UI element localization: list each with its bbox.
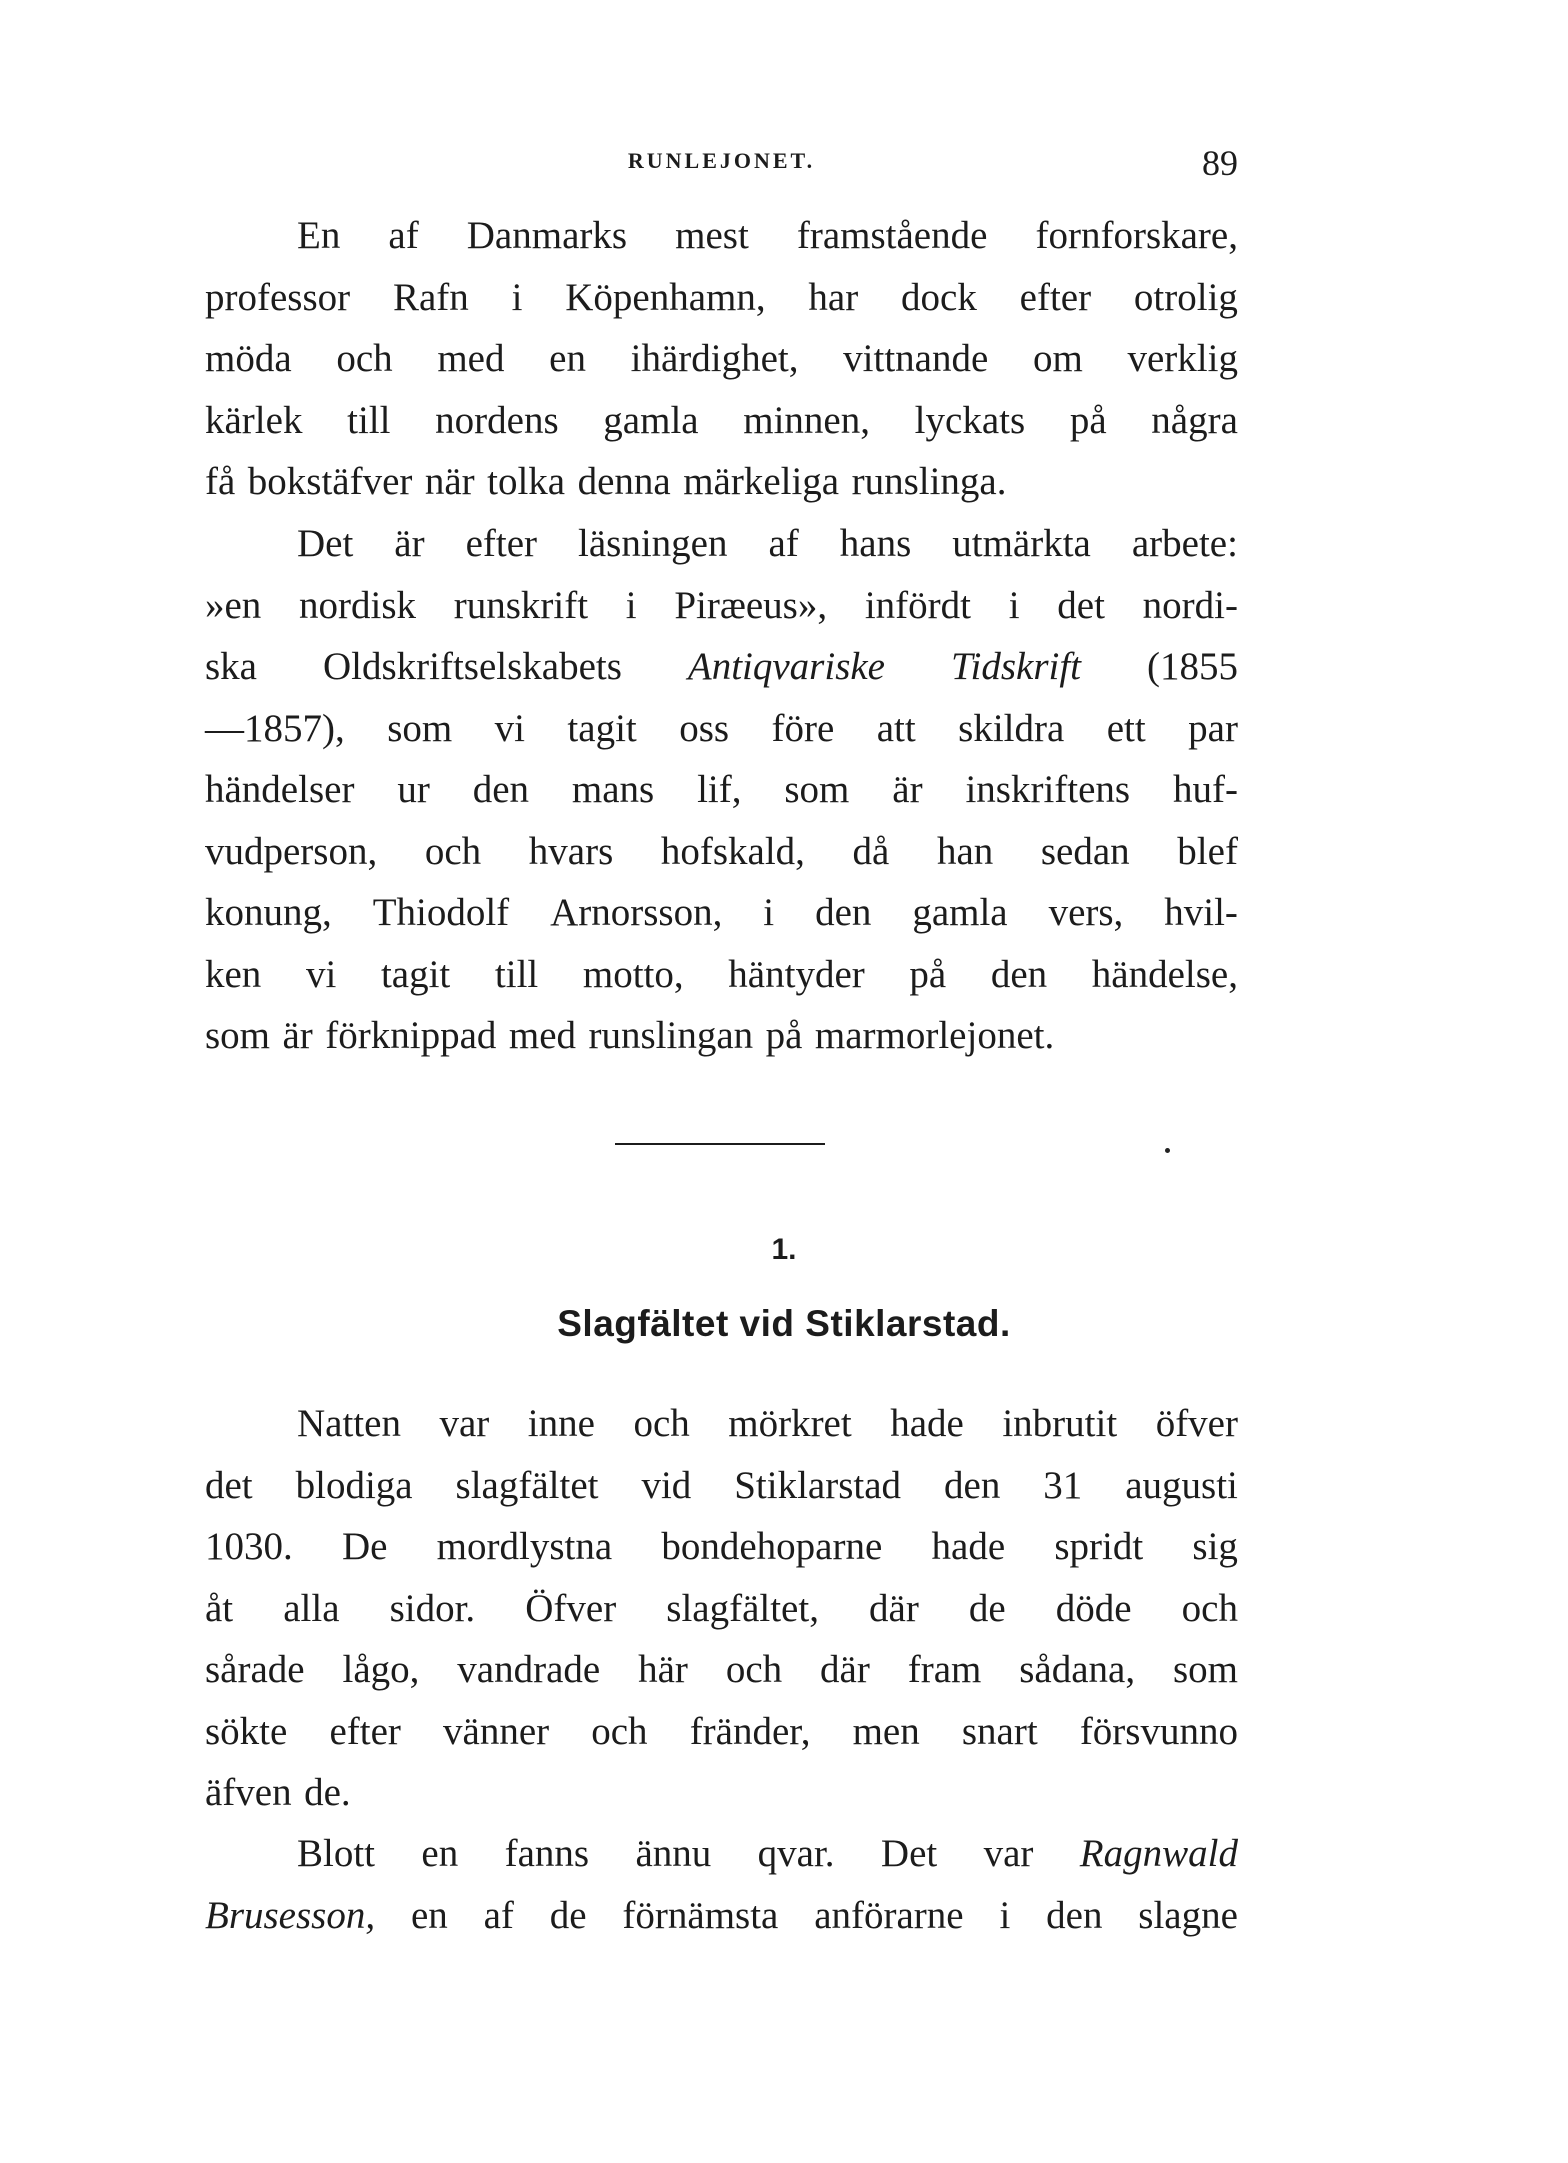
word: då <box>852 829 890 873</box>
word: inbrutit <box>1002 1402 1118 1445</box>
word: vi <box>494 706 525 750</box>
word: och <box>336 337 393 380</box>
word: hvars <box>528 829 614 873</box>
word: som <box>784 768 850 811</box>
word: sökte <box>205 1709 288 1753</box>
word: märkeliga <box>683 460 840 503</box>
text-line <box>205 882 1238 944</box>
text-line <box>205 328 1238 390</box>
word: som <box>1172 1648 1238 1691</box>
word: att <box>876 706 916 750</box>
text-line <box>205 267 1238 329</box>
word: skildra <box>958 706 1065 750</box>
word: nordens <box>435 398 559 442</box>
section-title: Slagfältet vid Stiklarstad. <box>557 1303 1011 1344</box>
word: förknippad <box>325 1014 497 1057</box>
word: i <box>1008 583 1020 627</box>
word: ännu <box>635 1832 712 1875</box>
paragraph-1 <box>205 205 1238 513</box>
text-line <box>205 698 1238 760</box>
word: när <box>424 460 475 503</box>
word: Piræeus», <box>674 583 828 627</box>
section-divider <box>615 1143 825 1145</box>
word: Köpenhamn, <box>565 275 766 319</box>
word: där <box>869 1586 919 1630</box>
word: den <box>815 891 872 934</box>
word: tagit <box>380 952 451 996</box>
paragraph-4 <box>205 1823 1238 1946</box>
word: förnämsta <box>622 1893 779 1937</box>
word: dock <box>901 275 977 319</box>
word: Arnorsson, <box>550 891 723 934</box>
word: en <box>549 337 586 380</box>
word: döde <box>1055 1586 1132 1630</box>
word: vandrade <box>457 1648 601 1691</box>
word: en <box>421 1832 459 1875</box>
word: verklig <box>1127 337 1238 380</box>
word: och <box>591 1709 648 1753</box>
word: Danmarks <box>466 214 628 257</box>
word: var <box>983 1832 1034 1875</box>
word: runslingan <box>588 1014 754 1057</box>
word: men <box>852 1709 920 1753</box>
word: åt <box>205 1586 234 1630</box>
word: några <box>1151 398 1238 442</box>
text-line <box>205 513 1238 575</box>
word: denna <box>577 460 671 503</box>
text-line <box>205 821 1238 883</box>
word: på <box>765 1014 803 1057</box>
word: mest <box>675 214 749 257</box>
word: mörkret <box>728 1402 852 1445</box>
word: och <box>633 1402 690 1445</box>
word: professor <box>205 275 351 319</box>
word: minnen, <box>743 398 870 442</box>
word: före <box>771 706 835 750</box>
word: den <box>990 952 1048 996</box>
word: kärlek <box>205 398 303 442</box>
word: runskrift <box>453 583 589 627</box>
word: mans <box>571 768 655 811</box>
word: hofskald, <box>660 829 805 873</box>
word: på <box>909 952 947 996</box>
word: få <box>205 460 236 503</box>
word: par <box>1188 706 1238 750</box>
text-line <box>205 1762 1238 1824</box>
word: Ragnwald <box>1079 1832 1238 1875</box>
page-number: 89 <box>1202 143 1238 183</box>
word: (1855 <box>1146 645 1238 688</box>
word: till <box>494 952 539 996</box>
word: den <box>1046 1893 1103 1937</box>
text-line <box>205 1516 1238 1578</box>
word: händelse, <box>1091 952 1238 996</box>
word: anförarne <box>814 1893 964 1937</box>
word: lågo, <box>342 1648 420 1691</box>
text-line <box>205 1578 1238 1640</box>
word: en <box>410 1893 448 1937</box>
word: ihärdighet, <box>630 337 799 380</box>
word: ett <box>1106 706 1146 750</box>
word: sedan <box>1040 829 1130 873</box>
word: i <box>625 583 637 627</box>
word: lif, <box>697 768 742 811</box>
word: nordisk <box>299 583 417 627</box>
word: har <box>808 275 859 319</box>
word: äfven <box>205 1771 292 1814</box>
word: oss <box>679 706 730 750</box>
word: vid <box>641 1463 692 1507</box>
word: han <box>936 829 994 873</box>
text-line <box>205 1005 1238 1067</box>
word: Det <box>297 522 354 565</box>
word: otrolig <box>1133 275 1238 319</box>
word: runslinga. <box>851 460 1007 503</box>
word: alla <box>283 1586 340 1630</box>
word: försvunno <box>1079 1709 1238 1753</box>
word: om <box>1032 337 1083 380</box>
word: ken <box>205 952 262 996</box>
word: bokstäfver <box>247 460 413 503</box>
word: »en <box>205 583 262 627</box>
text-line <box>205 390 1238 452</box>
word: framstående <box>796 214 988 257</box>
word: blef <box>1177 829 1238 873</box>
word: slagfältet <box>455 1463 599 1507</box>
word: med <box>508 1014 577 1057</box>
word: 1030. <box>205 1525 293 1568</box>
running-head <box>205 142 1238 182</box>
print-speck <box>1165 1148 1170 1153</box>
word: vänner <box>443 1709 550 1753</box>
word: hvil- <box>1164 891 1238 934</box>
word: är <box>282 1014 313 1057</box>
word: mordlystna <box>436 1525 613 1568</box>
word: fram <box>907 1648 982 1691</box>
word: var <box>439 1402 490 1445</box>
text-line <box>205 1823 1238 1885</box>
running-title: RUNLEJONET. <box>627 148 816 173</box>
word: Det <box>880 1832 938 1875</box>
word: fanns <box>504 1832 590 1875</box>
word: vittnande <box>843 337 989 380</box>
word: inne <box>527 1402 595 1445</box>
word: Brusesson, <box>205 1893 376 1937</box>
word: huf- <box>1172 768 1238 811</box>
word: vudperson, <box>205 829 378 873</box>
word: af <box>768 522 799 565</box>
word: sig <box>1192 1525 1238 1568</box>
text-line <box>205 1393 1238 1455</box>
word: det <box>1057 583 1105 627</box>
text-line <box>205 636 1238 698</box>
text-line <box>205 944 1238 1006</box>
text-line <box>205 759 1238 821</box>
word: En <box>297 214 341 257</box>
word: i <box>763 891 775 934</box>
word: Antiqvariske <box>687 645 885 688</box>
word: den <box>472 768 529 811</box>
word: snart <box>961 1709 1038 1753</box>
word: konung, <box>205 891 332 934</box>
word: 31 <box>1043 1463 1083 1507</box>
text-line <box>205 1885 1238 1947</box>
word: de <box>968 1586 1006 1630</box>
word: vers, <box>1048 891 1124 934</box>
word: utmärkta <box>952 522 1091 565</box>
word: vi <box>305 952 337 996</box>
word: bondehoparne <box>661 1525 883 1568</box>
word: de <box>549 1893 587 1937</box>
word: de. <box>304 1771 351 1814</box>
word: marmorlejonet. <box>814 1014 1055 1057</box>
text-line <box>205 451 1238 513</box>
word: och <box>1181 1586 1238 1630</box>
word: —1857), <box>205 706 345 750</box>
word: gamla <box>912 891 1008 934</box>
paragraph-2 <box>205 513 1238 1067</box>
word: sårade <box>205 1648 305 1691</box>
word: är <box>892 768 923 811</box>
word: Tidskrift <box>950 645 1081 688</box>
text-line <box>205 1455 1238 1517</box>
word: af <box>388 214 419 257</box>
word: fränder, <box>689 1709 811 1753</box>
text-line <box>205 1639 1238 1701</box>
word: Rafn <box>392 275 469 319</box>
word: Stiklarstad <box>734 1463 902 1507</box>
word: händelser <box>205 768 355 811</box>
word: där <box>820 1648 870 1691</box>
word: gamla <box>603 398 699 442</box>
word: arbete: <box>1131 522 1238 565</box>
word: Öfver <box>525 1586 617 1630</box>
word: häntyder <box>728 952 865 996</box>
word: tagit <box>567 706 637 750</box>
word: som <box>205 1014 271 1057</box>
word: hade <box>890 1402 964 1445</box>
word: qvar. <box>757 1832 835 1875</box>
text-line <box>205 205 1238 267</box>
paragraph-3 <box>205 1393 1238 1824</box>
text-line <box>205 575 1238 637</box>
word: efter <box>465 522 538 565</box>
word: Thiodolf <box>372 891 510 934</box>
word: slagne <box>1138 1893 1238 1937</box>
word: inskriftens <box>965 768 1131 811</box>
word: till <box>347 398 391 442</box>
word: ur <box>397 768 430 811</box>
word: efter <box>329 1709 401 1753</box>
word: Natten <box>297 1402 401 1445</box>
section-number: 1. <box>771 1233 797 1266</box>
word: augusti <box>1125 1463 1238 1507</box>
word: hans <box>839 522 912 565</box>
word: slagfältet, <box>666 1586 819 1630</box>
word: är <box>394 522 425 565</box>
word: Blott <box>297 1832 376 1875</box>
word: hade <box>931 1525 1006 1568</box>
word: på <box>1069 398 1107 442</box>
word: läsningen <box>578 522 728 565</box>
word: möda <box>205 337 292 380</box>
word: som <box>387 706 453 750</box>
word: infördt <box>864 583 971 627</box>
word: ska <box>205 645 257 688</box>
word: efter <box>1019 275 1092 319</box>
word: nordi- <box>1142 583 1238 627</box>
word: Oldskriftselskabets <box>322 645 622 688</box>
word: fornforskare, <box>1035 214 1238 257</box>
word: blodiga <box>295 1463 413 1507</box>
word: sådana, <box>1019 1648 1136 1691</box>
word: spridt <box>1054 1525 1144 1568</box>
word: här <box>638 1648 688 1691</box>
word: den <box>944 1463 1001 1507</box>
word: motto, <box>582 952 684 996</box>
word: tolka <box>487 460 566 503</box>
text-line <box>205 1701 1238 1763</box>
word: i <box>999 1893 1011 1937</box>
word: sidor. <box>389 1586 476 1630</box>
word: De <box>341 1525 388 1568</box>
word: af <box>483 1893 514 1937</box>
word: med <box>437 337 505 380</box>
word: lyckats <box>914 398 1026 442</box>
word: det <box>205 1463 253 1507</box>
word: och <box>725 1648 783 1691</box>
word: öfver <box>1155 1402 1238 1445</box>
word: och <box>424 829 482 873</box>
word: i <box>511 275 523 319</box>
